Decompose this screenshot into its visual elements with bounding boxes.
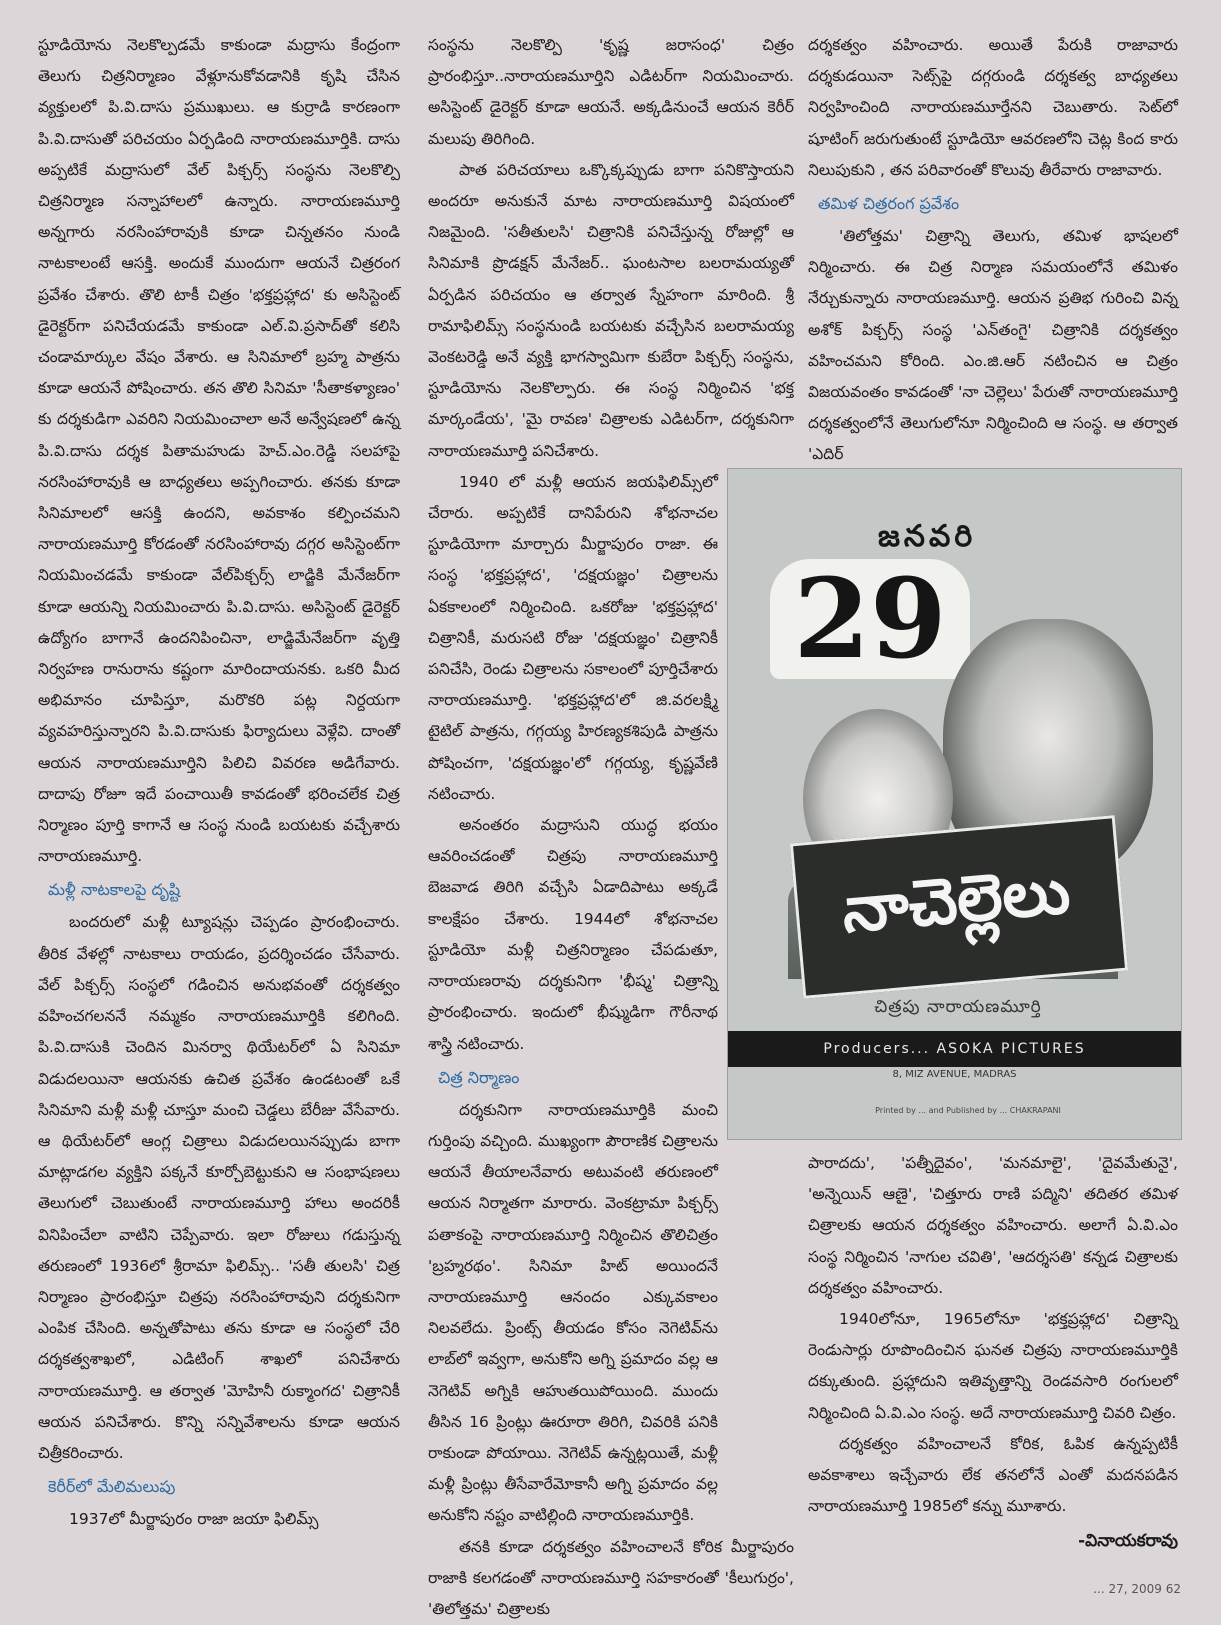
film-poster-image <box>727 468 1182 1140</box>
paragraph: స్టూడియోను నెలకొల్పడమే కాకుండా మద్రాసు కేంద్రంగా తెలుగు చిత్రనిర్మాణం వేళ్లూనుకోవడానికి కృషి చేసిన వ్యక్తులలో పి.వి.దాసు ప్రముఖులు. ఆ కుర్రాడి కారణంగా పి.వి.దాసుతో పరిచయం ఏర్పడింది నారాయణమూర్తికి. దాసు అప్పటికే మద్రాసులో వేల్ పిక్చర్స్ సంస్థను నెలకొల్పి చిత్రనిర్మాణ సన్నాహాలలో ఉన్నారు. నారాయణమూర్తి అన్నగారు నరసింహారావుకి కూడా చిన్నతనం నుండి నాటకాలంటే ఆసక్తి. అందుకే ముందుగా ఆయనే చిత్రరంగ ప్రవేశం చేశారు. తొలి టాకీ చిత్రం 'భక్తప్రహ్లాద' కు అసిస్టెంట్ డైరెక్టర్‌గా పనిచేయడమే కాకుండా ఎల్.వి.ప్రసాద్‌తో కలిసి చండామార్కుల వేషం వేశారు. ఆ సినిమాలో బ్రహ్మ పాత్రను కూడా ఆయనే పోషించారు. తన తొలి సినిమా 'సీతాకళ్యాణం' కు దర్శకుడిగా ఎవరిని నియమించాలా అనే అన్వేషణలో ఉన్న పి.వి.దాసు దర్శక పితామహుడు హెచ్.ఎం.రెడ్డి సలహాపై నరసింహారావుకి ఆ బాధ్యతలు అప్పగించారు. తనకు కూడా సినిమాలలో ఆసక్తి ఉందని, అవకాశం కల్పించమని నారాయణమూర్తి కోరడంతో నరసింహారావు దగ్గర అసిస్టెంట్‌గా నియమించడమే కాకుండా వేల్‌పిక్చర్స్ లాడ్జికి మేనేజర్‌గా కూడా ఆయన్ని నియమించారు పి.వి.దాసు. అసిస్టెంట్ డైరెక్టర్ ఉద్యోగం బాగానే ఉందనిపించినా, లాడ్జిమేనేజర్‌గా వృత్తి నిర్వహణ రానురాను కష్టంగా మారిందాయనకు. ఒకరి మీద అభిమానం చూపిస్తూ, మరొకరి పట్ల నిర్దయగా వ్యవహరిస్తున్నారని పి.వి.దాసుకు ఫిర్యాదులు వెళ్లేవి. దాంతో ఆయన నారాయణమూర్తిని పిలిచి వివరణ అడిగేవారు. దాదాపు రోజూ ఇదే పంచాయితీ కావడంతో భరించలేక చిత్ర నిర్మాణం పూర్తి కాగానే ఆ సంస్థ నుండి బయటకు వచ్చేశారు నారాయణమూర్తి. <box>38 36 400 866</box>
poster-credit: చిత్రపు నారాయణమూర్తి <box>874 997 1042 1017</box>
paragraph: దర్శకత్వం వహించాలనే కోరిక, ఓపిక ఉన్నప్పటికీ అవకాశాలు ఇచ్చేవారు లేక తనలోనే ఎంతో మదనపడిన నారాయణమూర్తి 1985లో కన్ను మూశారు. <box>808 1434 1178 1516</box>
author-signoff: -వినాయకరావు <box>1078 1531 1178 1552</box>
paragraph: సంస్థను నెలకొల్పి 'కృష్ణ జరాసంధ' చిత్రం ప్రారంభిస్తూ..నారాయణమూర్తిని ఎడిటర్‌గా నియమించారు. అసిస్టెంట్ డైరెక్టర్ కూడా ఆయనే. అక్కడినుంచే ఆయన కెరీర్ మలుపు తిరిగింది. <box>428 36 794 148</box>
section-heading: చిత్ర నిర్మాణం <box>438 1067 520 1087</box>
paragraph: దర్శకత్వం వహించారు. అయితే పేరుకి రాజావారు దర్శకుడయినా సెట్స్‌పై దగ్గరుండి దర్శకత్వ బాధ్యతలు నిర్వహించింది నారాయణమూర్తేనని చెబుతారు. సెట్‌లో షూటింగ్ జరుగుతుంటే స్టూడియో ఆవరణలోని చెట్ల కింద కారు నిలుపుకుని , తన పరివారంతో కొలువు తీరేవారు రాజావారు. <box>808 36 1178 179</box>
poster-title: నాచెల్లెలు <box>839 854 1073 948</box>
article-column-3-bottom <box>808 1148 1178 1578</box>
section-heading: కెరీర్‌లో మేలిమలుపు <box>48 1477 176 1497</box>
paragraph: తనకి కూడా దర్శకత్వం వహించాలనే కోరిక మీర్జాపురం రాజాకి కలగడంతో నారాయణమూర్తి సహకారంతో 'కీలుగుర్రం', 'తిలోత్తమ' చిత్రాలకు <box>428 1537 794 1618</box>
poster-month: జనవరి <box>878 519 977 554</box>
paragraph: పాత పరిచయాలు ఒక్కొక్కప్పుడు బాగా పనికొస్తాయని అందరూ అనుకునే మాట నారాయణమూర్తి విషయంలో నిజమైంది. 'సతీతులసి' చిత్రానికి పనిచేస్తున్న రోజుల్లో ఆ సినిమాకి ప్రొడక్షన్ మేనేజర్.. ఘంటసాల బలరామయ్యతో ఏర్పడిన పరిచయం ఆ తర్వాత స్నేహంగా మారింది. శ్రీ రామాఫిలిమ్స్ సంస్థనుండి బయటకు వచ్చేసిన బలరామయ్య వెంకటరెడ్డి అనే వ్యక్తి భాగస్వామిగా కుబేరా పిక్చర్స్ సంస్థను, స్టూడియోను నెలకొల్పారు. ఈ సంస్థ నిర్మించిన 'భక్త మార్కండేయ', 'మై రావణ' చిత్రాలకు ఎడిటర్‌గా, దర్శకునిగా నారాయణమూర్తి పనిచేశారు. <box>428 160 794 460</box>
poster-date: 29 <box>770 559 970 679</box>
paragraph: బందరులో మళ్లీ ట్యూషన్లు చెప్పడం ప్రారంభించారు. తీరిక వేళల్లో నాటకాలు రాయడం, ప్రదర్శించడం చేసేవారు. వేల్ పిక్చర్స్ సంస్థలో గడించిన అనుభవంతో దర్శకత్వం వహించగలననే నమ్మకం నారాయణమూర్తికి కలిగింది. పి.వి.దాసుకి చెందిన మినర్వా థియేటర్‌లో ఏ సినిమా విడుదలయినా ఆయనకు ఉచిత ప్రవేశం ఉండటంతో ఒకే సినిమాని మళ్లీ మళ్లీ చూస్తూ మంచి చెడ్డలు బేరీజు వేసేవారు. ఆ థియేటర్‌లో ఆంగ్ల చిత్రాలు విడుదలయినప్పుడు బాగా మాట్లాడగల వ్యక్తిని పక్కనే కూర్చోబెట్టుకుని ఆ సంభాషణలు తెలుగులో చెబుతుంటే నారాయణమూర్తి హాలు అందరికీ వినిపించేలా వాటిని చెప్పేవారు. ఇలా రోజులు గడుస్తున్న తరుణంలో 1936లో శ్రీరామా ఫిలిమ్స్.. 'సతీ తులసి' చిత్ర నిర్మాణం ప్రారంభిస్తూ చిత్రపు నరసింహారావుని దర్శకునిగా ఎంపిక చేసింది. అన్నతోపాటు తను కూడా ఆ సంస్థలో చేరి దర్శకత్వశాఖలో, ఎడిటింగ్ శాఖలో పనిచేశారు నారాయణమూర్తి. ఆ తర్వాత 'మోహినీ రుక్మాంగద' చిత్రానికీ ఆయన పనిచేశారు. కొన్ని సన్నివేశాలను కూడా ఆయన చిత్రీకరించారు. <box>38 913 400 1462</box>
paragraph: 1937లో మీర్జాపురం రాజా జయా ఫిలిమ్స్ <box>69 1510 319 1529</box>
article-column-3-top <box>808 30 1178 464</box>
paragraph: 'తిలోత్తమ' చిత్రాన్ని తెలుగు, తమిళ భాషలలో నిర్మించారు. ఈ చిత్ర నిర్మాణ సమయంలోనే తమిళం నేర్చుకున్నారు నారాయణమూర్తి. ఆయన ప్రతిభ గురించి విన్న అశోక్ పిక్చర్స్ సంస్థ 'ఎన్‌తంగై' చిత్రానికి దర్శకత్వం వహించమని కోరింది. ఎం.జి.ఆర్ నటించిన ఆ చిత్రం విజయవంతం కావడంతో 'నా చెల్లెలు' పేరుతో నారాయణమూర్తి దర్శకత్వంలోనే తెలుగులోనూ నిర్మించింది ఆ సంస్థ. ఆ తర్వాత 'ఎదిర్ <box>808 227 1178 464</box>
paragraph: పారాదదు', 'పత్నీదైవం', 'మనమాలై', 'దైవమేతునై', 'అన్నెయిన్ ఆణై', 'చిత్తూరు రాణి పద్మిని' తదితర తమిళ చిత్రాలకు ఆయన దర్శకత్వం వహించారు. అలాగే ఏ.వి.ఎం సంస్థ నిర్మించిన 'నాగుల చవితి', 'ఆదర్శసతి' కన్నడ చిత్రాలకు దర్శకత్వం వహించారు. <box>808 1154 1178 1297</box>
paragraph: అనంతరం మద్రాసుని యుద్ధ భయం ఆవరించడంతో చిత్రపు నారాయణమూర్తి బెజవాడ తిరిగి వచ్చేసి ఏడాదిపాటు అక్కడే కాలక్షేపం చేశారు. 1944లో శోభనాచల స్టూడియో మళ్లీ చిత్రనిర్మాణం చేపడుతూ, నారాయణరావు దర్శకునిగా 'భీష్మ' చిత్రాన్ని ప్రారంభించారు. ఇందులో భీష్ముడిగా గౌరీనాథ శాస్త్రి నటించారు. <box>428 816 718 1053</box>
paragraph: 1940లోనూ, 1965లోనూ 'భక్తప్రహ్లాద' చిత్రాన్ని రెండుసార్లు రూపొందించిన ఘనత చిత్రపు నారాయణమూర్తికి దక్కుతుంది. ప్రహ్లాదుని ఇతివృత్తాన్ని రెండవసారి రంగులలో నిర్మించింది ఏ.వి.ఎం సంస్థ. అదే నారాయణమూర్తి చివరి చిత్రం. <box>808 1310 1178 1422</box>
poster-address: 8, MIZ AVENUE, MADRAS <box>892 1069 1017 1080</box>
poster-producer: Producers... ASOKA PICTURES <box>728 1031 1181 1067</box>
section-heading: తమిళ చిత్రరంగ ప్రవేశం <box>818 194 960 214</box>
paragraph: 1940 లో మళ్లీ ఆయన జయఫిలిమ్స్‌లో చేరారు. అప్పటికే దానిపేరుని శోభనాచల స్టూడియోగా మార్చారు మీర్జాపురం రాజా. ఈ సంస్థ 'భక్తప్రహ్లాద', 'దక్షయజ్ఞం' చిత్రాలను ఏకకాలంలో నిర్మించింది. ఒకరోజు 'భక్తప్రహ్లాద' చిత్రానికీ, మరుసటి రోజు 'దక్షయజ్ఞం' చిత్రానికీ పనిచేసి, రెండు చిత్రాలను సకాలంలో పూర్తిచేశారు నారాయణమూర్తి. 'భక్తప్రహ్లాద'లో జి.వరలక్ష్మి టైటిల్ పాత్రను, గగ్గయ్య హిరణ్యకశిపుడి పాత్రను పోషించగా, 'దక్షయజ్ఞం'లో గగ్గయ్య, కృష్ణవేణి నటించారు. <box>428 472 718 803</box>
paragraph: దర్శకునిగా నారాయణమూర్తికి మంచి గుర్తింపు వచ్చింది. ముఖ్యంగా పౌరాణిక చిత్రాలను ఆయనే తీయాలనేవారు అటువంటి తరుణంలో ఆయన నిర్మాతగా మారారు. వెంకట్రామా పిక్చర్స్ పతాకంపై నారాయణమూర్తి నిర్మించిన తొలిచిత్రం 'బ్రహ్మరథం'. సినిమా హిట్ అయిందనే నారాయణమూర్తి ఆనందం ఎక్కువకాలం నిలవలేదు. ప్రింట్స్ తీయడం కోసం నెగెటివ్‌ను లాబ్‌లో ఇవ్వగా, అనుకోని అగ్ని ప్రమాదం వల్ల ఆ నెగెటివ్ అగ్నికి ఆహుతయిపోయింది. ముందు తీసిన 16 ప్రింట్లు ఊరూరా తిరిగి, చివరికి పనికి రాకుండా పోయాయి. నెగెటివ్ ఉన్నట్లయితే, మళ్లీ మళ్లీ ప్రింట్లు తీసేవారేమోకానీ అగ్ని ప్రమాదం వల్ల అనుకోని నష్టం వాటిల్లింది నారాయణమూర్తికి. <box>428 1100 718 1525</box>
section-heading: మళ్లీ నాటకాలపై దృష్టి <box>48 880 181 900</box>
page-footer: ... 27, 2009 62 <box>1093 1582 1181 1596</box>
article-column-1 <box>38 30 400 1590</box>
poster-printer-line: Printed by ... and Published by ... CHAKRAPANI <box>875 1106 1061 1115</box>
